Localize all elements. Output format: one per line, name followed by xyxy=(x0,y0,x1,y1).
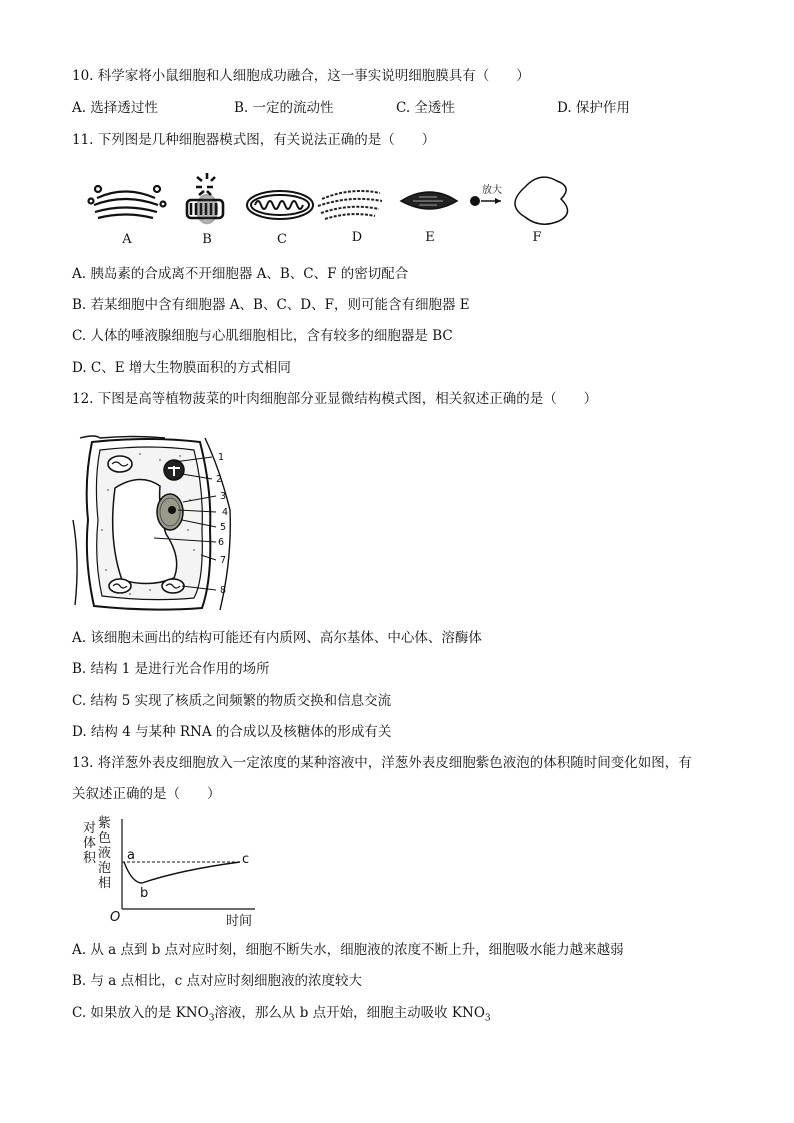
nucleus-icon xyxy=(157,494,183,530)
organelle-a-golgi-icon xyxy=(89,186,166,218)
cell-label-1: 1 xyxy=(218,452,225,463)
label-f: F xyxy=(532,230,542,245)
organelle-c-mitochondrion-icon xyxy=(247,191,313,219)
q12-option-c: C. 结构 5 实现了核质之间频繁的物质交换和信息交流 xyxy=(72,693,392,709)
point-c-label: c xyxy=(242,852,250,867)
cell-label-7: 7 xyxy=(220,555,227,566)
chloroplast-icon xyxy=(162,579,184,593)
cell-label-2: 2 xyxy=(216,474,223,485)
ylabel-char: 相 xyxy=(98,876,112,891)
enlarge-arrow-label: 放大 xyxy=(482,185,502,196)
organelle-d-er-icon xyxy=(318,191,382,219)
organelle-e-chloroplast-icon xyxy=(401,192,457,209)
ylabel-char: 色 xyxy=(98,831,112,846)
cell-label-6: 6 xyxy=(218,537,225,548)
label-e: E xyxy=(425,230,435,245)
q13-stem-line1: 13. 将洋葱外表皮细胞放入一定浓度的某种溶液中，洋葱外表皮细胞紫色液泡的体积随时间变化如图，有 xyxy=(72,755,692,771)
ylabel-char: 对 xyxy=(83,821,97,836)
q13-option-c-part1: C. 如果放入的是 KNO xyxy=(72,1005,209,1021)
label-c: C xyxy=(277,232,287,247)
q12-stem: 12. 下图是高等植物菠菜的叶肉细胞部分亚显微结构模式图，相关叙述正确的是（ ） xyxy=(72,391,598,407)
q10-option-d: D. 保护作用 xyxy=(557,100,630,116)
q10-stem: 10. 科学家将小鼠细胞和人细胞成功融合，这一事实说明细胞膜具有（ ） xyxy=(72,68,530,84)
q13-option-b: B. 与 a 点相比，c 点对应时刻细胞液的浓度较大 xyxy=(72,973,362,989)
ylabel-char: 紫 xyxy=(98,816,112,831)
organelle-figure xyxy=(85,165,580,250)
q13-stem-line2: 关叙述正确的是（ ） xyxy=(72,786,221,802)
q12-option-d: D. 结构 4 与某种 RNA 的合成以及核糖体的形成有关 xyxy=(72,724,392,740)
q11-stem: 11. 下列图是几种细胞器模式图，有关说法正确的是（ ） xyxy=(72,132,436,148)
ylabel-char: 积 xyxy=(83,851,97,866)
q11-option-d: D. C、E 增大生物膜面积的方式相同 xyxy=(72,360,291,376)
label-d: D xyxy=(351,230,363,245)
label-a: A xyxy=(122,232,132,247)
cell-label-8: 8 xyxy=(220,585,227,596)
q10-option-a: A. 选择透过性 xyxy=(72,100,158,116)
q11-option-a: A. 胰岛素的合成离不开细胞器 A、B、C、F 的密切配合 xyxy=(72,266,409,282)
ylabel-char: 泡 xyxy=(98,861,112,876)
label-b: B xyxy=(202,232,212,247)
q13-option-c-part2: 溶液，那么从 b 点开始，细胞主动吸收 KNO xyxy=(214,1005,485,1021)
cell-label-4: 4 xyxy=(222,507,229,518)
q12-option-a: A. 该细胞未画出的结构可能还有内质网、高尔基体、中心体、溶酶体 xyxy=(72,630,482,646)
chloroplast-icon xyxy=(108,456,132,472)
chloroplast-icon xyxy=(109,579,131,593)
organelle-b-centrosome-icon xyxy=(187,173,223,223)
mitochondrion-icon xyxy=(164,460,184,480)
point-b-label: b xyxy=(140,886,149,901)
xlabel: 时间 xyxy=(226,914,253,929)
q13-option-c xyxy=(72,1003,491,1029)
q10-option-c: C. 全透性 xyxy=(396,100,455,116)
plant-cell-figure xyxy=(70,430,245,615)
q12-option-b: B. 结构 1 是进行光合作用的场所 xyxy=(72,661,270,677)
vacuole-volume-graph xyxy=(80,815,280,930)
ylabel-char: 体 xyxy=(83,836,97,851)
point-a-label: a xyxy=(127,848,135,863)
volume-curve xyxy=(124,862,240,883)
q10-option-b: B. 一定的流动性 xyxy=(234,100,334,116)
q13-option-c-sub2: 3 xyxy=(484,1013,491,1024)
q13-option-c-sub1: 3 xyxy=(208,1013,215,1024)
ylabel-char: 液 xyxy=(98,846,112,861)
cell-label-5: 5 xyxy=(220,522,227,533)
q11-option-c: C. 人体的唾液腺细胞与心肌细胞相比，含有较多的细胞器是 BC xyxy=(72,328,453,344)
cell-label-3: 3 xyxy=(220,491,227,502)
q13-option-a: A. 从 a 点到 b 点对应时刻，细胞不断失水，细胞液的浓度不断上升，细胞吸水能力越来越弱 xyxy=(72,942,624,958)
q11-option-b: B. 若某细胞中含有细胞器 A、B、C、D、F，则可能含有细胞器 E xyxy=(72,297,470,313)
origin-label: O xyxy=(110,910,121,925)
